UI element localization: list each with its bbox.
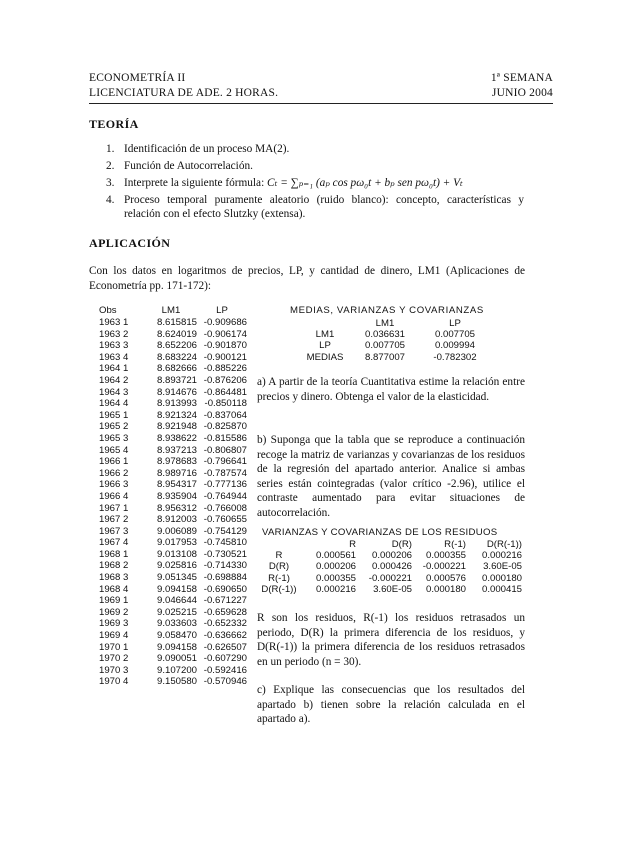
table-cell: 8.989716 [156, 467, 197, 479]
table-cell: 8.937213 [156, 444, 197, 456]
table-row [99, 468, 247, 480]
table-cell: 8.978683 [156, 456, 197, 468]
table-cell: 8.682666 [156, 363, 197, 375]
header-right [491, 71, 553, 101]
table-cell: -0.652332 [203, 618, 247, 630]
table-cell: -0.864481 [203, 386, 247, 398]
table-cell: 1969 2 [99, 606, 129, 618]
table-cell: -0.837064 [203, 409, 247, 421]
table-cell: 1967 3 [99, 525, 129, 537]
table-cell: -0.659628 [203, 606, 247, 618]
table-cell: 9.033603 [156, 618, 197, 630]
table-cell: LM1 [315, 329, 335, 341]
table-cell: -0.806807 [203, 444, 247, 456]
table-cell: 1968 1 [99, 548, 129, 560]
table-cell: -0.815586 [203, 432, 247, 444]
table-cell: 1968 3 [99, 572, 129, 584]
table-cell: D(R(-1)) [261, 583, 297, 595]
course-degree: LICENCIATURA DE ADE. 2 HORAS. [89, 87, 279, 99]
table-cell: 1965 4 [99, 444, 129, 456]
table-cell: -0.906174 [203, 328, 247, 340]
table-row [99, 526, 247, 538]
table-cell: 8.893721 [156, 374, 197, 386]
table-cell: -0.754129 [203, 525, 247, 537]
table-cell: 1967 4 [99, 537, 129, 549]
table-row [99, 375, 247, 387]
table-row [99, 398, 247, 410]
table-cell: 8.913993 [156, 398, 197, 410]
table-cell: -0.714330 [203, 560, 247, 572]
table-row [99, 317, 247, 329]
table-cell: 0.000426 [371, 561, 412, 573]
table-cell: 1964 4 [99, 398, 129, 410]
table-cell: -0.782302 [433, 351, 477, 363]
table-cell: 1966 2 [99, 467, 129, 479]
data-table [99, 305, 247, 688]
table-cell: 9.094158 [156, 641, 197, 653]
header-divider [89, 103, 553, 104]
table-cell: 1966 1 [99, 456, 129, 468]
aplicacion-intro: Con los datos en logaritmos de precios, LP, y cantidad de dinero, LM1 (Aplicaciones de Econometría pp. 171-172): [89, 265, 525, 292]
table-row [99, 456, 247, 468]
table-cell: 1967 2 [99, 514, 129, 526]
table-cell: 0.000180 [481, 572, 522, 584]
table-row [99, 595, 247, 607]
table-row [99, 618, 247, 630]
column-header: R [349, 539, 356, 550]
table-row [256, 584, 522, 595]
table-cell: R(-1) [268, 572, 290, 584]
table-cell: 0.000561 [315, 550, 356, 562]
table-cell: 1966 4 [99, 490, 129, 502]
table-cell: 1965 1 [99, 409, 129, 421]
table-cell: 1970 3 [99, 664, 129, 676]
table-row [99, 433, 247, 445]
table-cell: 9.051345 [156, 572, 197, 584]
table-cell: 8.914676 [156, 386, 197, 398]
table-cell: 0.000180 [425, 583, 466, 595]
table-row [256, 573, 522, 584]
column-header: Obs [99, 305, 117, 316]
table-row [99, 537, 247, 549]
table-cell: -0.825870 [203, 421, 247, 433]
table-row [99, 676, 247, 688]
table-cell: -0.760655 [203, 514, 247, 526]
exam-week: 1ª SEMANA [490, 72, 553, 84]
table-cell: 1968 4 [99, 583, 129, 595]
table-row [99, 607, 247, 619]
teoria-list [106, 142, 524, 224]
table-cell: 0.000206 [371, 550, 412, 562]
table-cell: 9.013108 [156, 548, 197, 560]
table-row [99, 572, 247, 584]
table-cell: 8.935904 [156, 490, 197, 502]
table-cell: -0.876206 [203, 374, 247, 386]
table-cell: MEDIAS [306, 351, 344, 363]
list-item: 4. Proceso temporal puramente aleatorio (ruido blanco): concepto, características y relación con el efecto Slutzky (extensa). [106, 194, 524, 220]
resid-table-caption: VARIANZAS Y COVARIANZAS DE LOS RESIDUOS [262, 527, 498, 538]
table-cell: -0.766008 [203, 502, 247, 514]
table-row [99, 329, 247, 341]
table-row [99, 665, 247, 677]
means-table-caption: MEDIAS, VARIANZAS Y COVARIANZAS [290, 305, 484, 316]
table-cell: -0.592416 [203, 664, 247, 676]
table-row [99, 410, 247, 422]
table-row [99, 491, 247, 503]
table-row [99, 642, 247, 654]
table-cell: 1963 3 [99, 340, 129, 352]
teoria-title: TEORÍA [89, 117, 139, 131]
table-cell: 9.090051 [156, 653, 197, 665]
table-cell: -0.777136 [203, 479, 247, 491]
table-row [99, 445, 247, 457]
table-cell: 0.000576 [425, 572, 466, 584]
table-cell: 1969 3 [99, 618, 129, 630]
table-row [99, 584, 247, 596]
table-cell: -0.885226 [203, 363, 247, 375]
table-cell: 8.877007 [364, 351, 405, 363]
table-cell: -0.626507 [203, 641, 247, 653]
list-item: 2. Función de Autocorrelación. [106, 160, 253, 172]
table-cell: 1963 4 [99, 351, 129, 363]
table-row [256, 550, 522, 561]
fourier-formula: Cₜ = ∑ₚ₌₁ (aₚ cos pω₀t + bₚ sen pω₀t) + Vₜ [267, 177, 463, 189]
table-cell: 9.025215 [156, 606, 197, 618]
table-cell: -0.636662 [203, 630, 247, 642]
column-header: LP [449, 318, 461, 329]
table-cell: -0.690650 [203, 583, 247, 595]
table-cell: -0.607290 [203, 653, 247, 665]
aplicacion-title: APLICACIÓN [89, 236, 171, 250]
table-cell: 0.000355 [315, 572, 356, 584]
table-row [99, 503, 247, 515]
table-cell: 1963 2 [99, 328, 129, 340]
table-cell: 1965 2 [99, 421, 129, 433]
table-cell: 3.60E-05 [373, 583, 412, 595]
table-cell: -0.900121 [203, 351, 247, 363]
resid-note: R son los residuos, R(-1) los residuos retrasados un periodo, D(R) la primera diferencia de los residuos, y D(R(-1)) la primera diferencia de los residuos retrasados en un periodo (n = 30). [257, 612, 525, 668]
table-cell: 0.000216 [315, 583, 356, 595]
column-header: R(-1) [444, 539, 466, 550]
table-row [99, 630, 247, 642]
table-cell: 8.652206 [156, 340, 197, 352]
table-cell: 8.921324 [156, 409, 197, 421]
table-row [99, 387, 247, 399]
table-cell: LP [319, 340, 331, 352]
column-header: D(R(-1)) [486, 539, 522, 550]
column-header: LP [216, 305, 228, 316]
table-cell: 0.036631 [364, 329, 405, 341]
table-cell: -0.000221 [422, 561, 466, 573]
table-cell: 0.000216 [481, 550, 522, 562]
table-cell: 1964 1 [99, 363, 129, 375]
table-row [300, 340, 490, 351]
table-cell: 0.000415 [481, 583, 522, 595]
header-left [89, 71, 278, 101]
column-header: D(R) [391, 539, 412, 550]
table-row [99, 479, 247, 491]
table-cell: 1964 3 [99, 386, 129, 398]
table-cell: 9.107200 [156, 664, 197, 676]
table-cell: 1965 3 [99, 432, 129, 444]
exam-date: JUNIO 2004 [491, 87, 553, 99]
table-cell: 1968 2 [99, 560, 129, 572]
table-cell: 8.615815 [156, 317, 197, 328]
table-cell: 1970 2 [99, 653, 129, 665]
table-cell: 9.017953 [156, 537, 197, 549]
table-cell: -0.909686 [203, 317, 247, 328]
table-cell: 8.921948 [156, 421, 197, 433]
table-row [300, 352, 490, 363]
table-cell: 9.025816 [156, 560, 197, 572]
table-row [256, 561, 522, 572]
table-cell: 8.683224 [156, 351, 197, 363]
table-cell: 0.000355 [425, 550, 466, 562]
table-cell: -0.000221 [368, 572, 412, 584]
table-cell: 9.006089 [156, 525, 197, 537]
course-title: ECONOMETRÍA II [89, 72, 186, 84]
means-table [300, 318, 490, 363]
table-cell: -0.901870 [203, 340, 247, 352]
table-cell: 1970 1 [99, 641, 129, 653]
table-row [99, 653, 247, 665]
table-cell: 1963 1 [99, 317, 129, 328]
table-cell: -0.796641 [203, 456, 247, 468]
table-cell: 8.938622 [156, 432, 197, 444]
table-row [99, 352, 247, 364]
table-cell: 8.912003 [156, 514, 197, 526]
table-cell: -0.698884 [203, 572, 247, 584]
list-item: 1. Identificación de un proceso MA(2). [106, 143, 290, 155]
table-row [99, 549, 247, 561]
table-row [99, 514, 247, 526]
table-cell: 0.007705 [364, 340, 405, 352]
table-cell: 8.954317 [156, 479, 197, 491]
table-cell: 9.150580 [156, 676, 197, 688]
table-cell: 1969 4 [99, 630, 129, 642]
table-cell: -0.730521 [203, 548, 247, 560]
table-cell: 8.956312 [156, 502, 197, 514]
table-cell: 1967 1 [99, 502, 129, 514]
table-cell: 1970 4 [99, 676, 129, 688]
table-cell: R [275, 550, 283, 562]
table-cell: 1969 1 [99, 595, 129, 607]
part-a: a) A partir de la teoría Cuantitativa estime la relación entre precios y dinero. Obtenga el valor de la elasticidad. [257, 376, 525, 403]
table-cell: -0.787574 [203, 467, 247, 479]
list-item: 3. Interprete la siguiente fórmula: Cₜ = ∑ₚ₌₁ (aₚ cos pω₀t + bₚ sen pω₀t) + Vₜ [106, 177, 463, 189]
part-c: c) Explique las consecuencias que los resultados del apartado b) tienen sobre la relación calculada en el apartado a). [257, 684, 525, 725]
table-row [99, 340, 247, 352]
table-row [99, 560, 247, 572]
table-cell: 3.60E-05 [483, 561, 522, 573]
table-cell: 9.046644 [156, 595, 197, 607]
table-cell: 9.094158 [156, 583, 197, 595]
column-header: LM1 [161, 305, 181, 316]
table-cell: 1966 3 [99, 479, 129, 491]
table-cell: -0.850118 [204, 398, 247, 410]
table-cell: -0.745810 [203, 537, 247, 549]
table-cell: 9.058470 [156, 630, 197, 642]
table-cell: 8.624019 [156, 328, 197, 340]
table-cell: -0.764944 [203, 490, 247, 502]
table-cell: D(R) [268, 561, 290, 573]
table-row [99, 363, 247, 375]
part-b: b) Suponga que la tabla que se reproduce a continuación recoge la matriz de varianzas y covarianzas de los residuos de la regresión del apartado anterior. Analice si ambas series están cointegradas (valor crítico -2.96), utilice el contraste aumentado para evitar situaciones de autocorrelación. [257, 434, 525, 519]
table-cell: -0.570946 [203, 676, 247, 688]
table-row [300, 329, 490, 340]
table-row [99, 421, 247, 433]
table-cell: 1964 2 [99, 374, 129, 386]
table-cell: 0.009994 [434, 340, 475, 352]
table-cell: -0.671227 [203, 595, 247, 607]
column-header: LM1 [375, 318, 395, 329]
resid-table [256, 539, 522, 595]
table-cell: 0.007705 [434, 329, 475, 341]
table-cell: 0.000206 [315, 561, 356, 573]
